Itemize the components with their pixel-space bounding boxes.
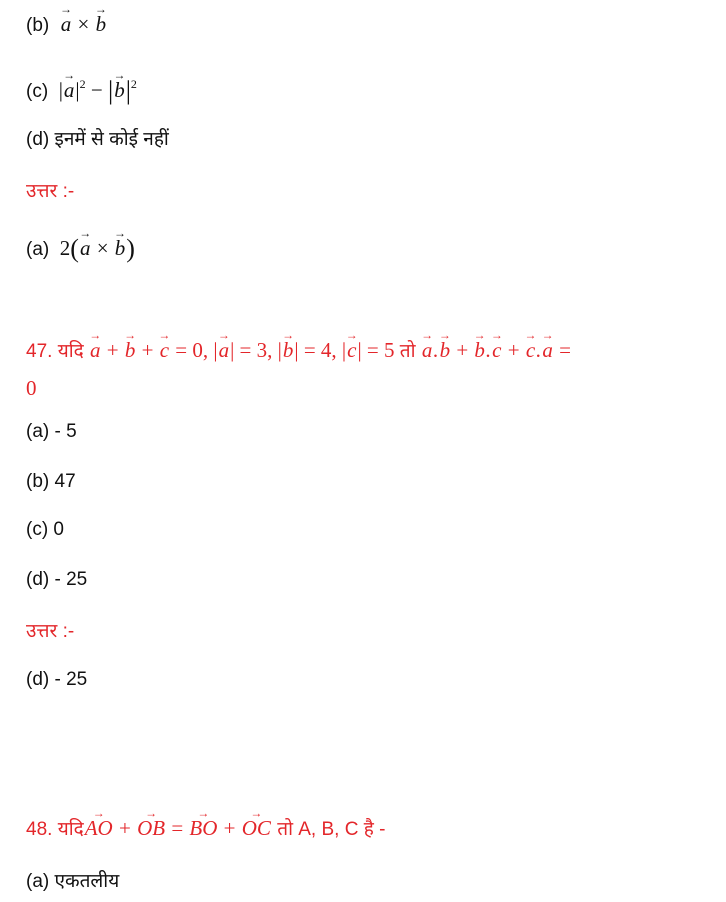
math-condition: → a + → b + → c = 0, |→ a| = 3, |→ b| = 4, |→ c| = 5 — [89, 338, 400, 362]
math-mod-a-sq-minus-mod-b-sq: |→ $a|^2$ − |→ $b|^2$ — [53, 78, 136, 102]
q47-question — [26, 340, 571, 361]
option-label: (a) — [26, 239, 50, 260]
option-label: (d) — [26, 129, 50, 150]
math-answer: 2(→ a × → b) — [55, 236, 135, 260]
option-label: (c) — [26, 81, 49, 102]
q47-option-c: (c) 0 — [26, 519, 64, 540]
question-suffix: तो A, B, C है - — [277, 819, 386, 840]
option-label: (b) — [26, 15, 50, 36]
option-text: इनमें से कोई नहीं — [54, 129, 169, 150]
q46-answer — [26, 236, 135, 262]
q47-answer: (d) - 25 — [26, 669, 88, 690]
q46-option-c — [26, 78, 137, 104]
q47-answer-heading: उत्तर :- — [26, 621, 75, 642]
question-word: यदि — [57, 341, 84, 362]
question-number: 47. — [26, 341, 53, 362]
math-a-cross-b: → a × → b — [55, 12, 108, 36]
q48-option-a: (a) एकतलीय — [26, 871, 120, 892]
q46-option-b — [26, 14, 107, 35]
q47-option-d: (d) - 25 — [26, 569, 88, 590]
question-word: तो — [399, 341, 416, 362]
question-number: 48. — [26, 819, 53, 840]
math-dot-sum: → a.→ b + → b.→ c + → c.→ a = — [421, 338, 571, 362]
q47-option-a: (a) - 5 — [26, 421, 77, 442]
math-vector-equation: → AO + → OB = → BO + → OC — [84, 816, 272, 840]
q47-result: 0 — [26, 376, 37, 400]
q46-answer-heading: उत्तर :- — [26, 181, 75, 202]
q47-option-b: (b) 47 — [26, 471, 76, 492]
q46-option-d — [26, 130, 169, 149]
question-word: यदि — [57, 819, 84, 840]
q48-question — [26, 818, 385, 839]
